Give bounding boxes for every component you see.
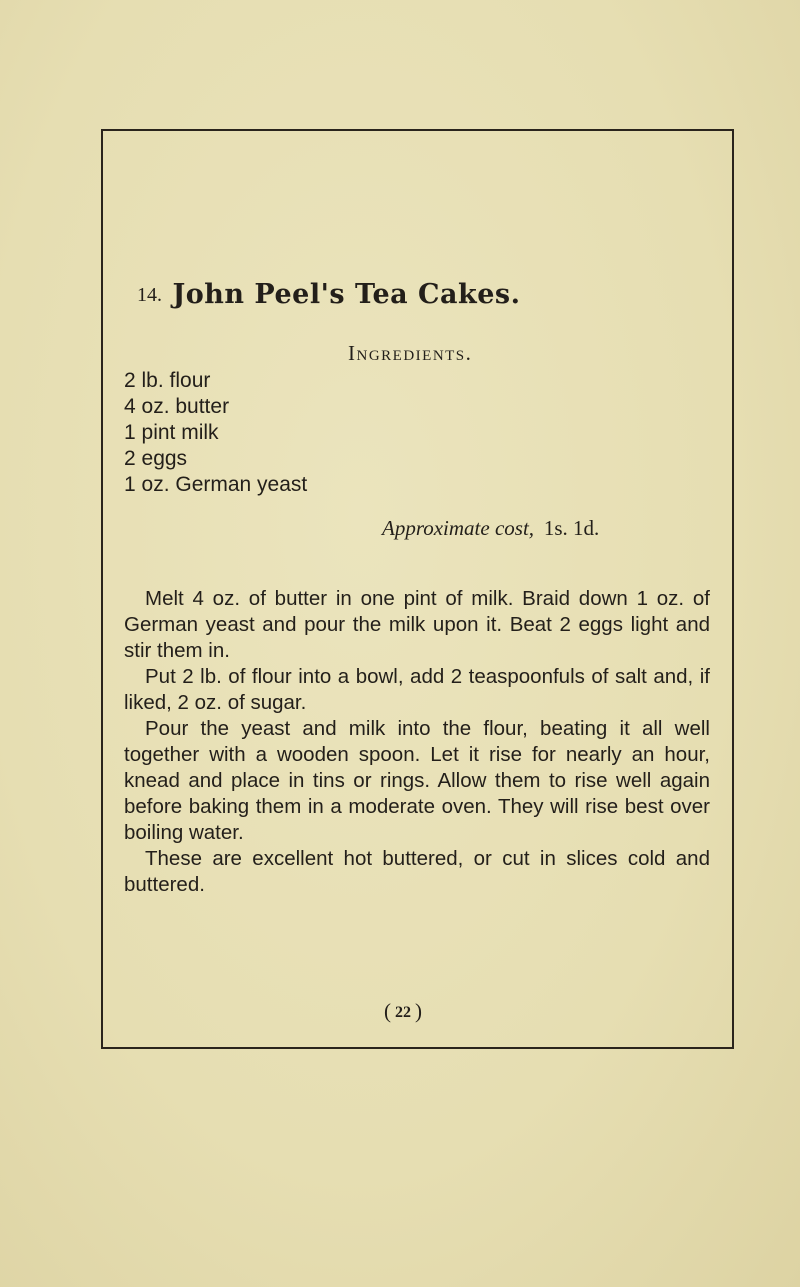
recipe-name: John Peel's Tea Cakes. [172,279,521,310]
ingredients-list [124,368,307,498]
page-number-digits: 22 [395,1004,411,1021]
ingredient-item: 2 lb. flour [124,369,211,392]
method-paragraph: Put 2 lb. of flour into a bowl, add 2 teaspoonfuls of salt and, if liked, 2 oz. of sugar. [124,665,710,714]
recipe-method [124,586,710,898]
ingredient-item: 4 oz. butter [124,395,230,418]
ingredient-item: 2 eggs [124,447,188,470]
recipe-number: 14. [137,284,162,306]
ingredient-item: 1 oz. German yeast [124,473,308,496]
method-paragraph: Pour the yeast and milk into the flour, beating it all well together with a wooden spoon. Let it rise for nearly an hour, knead and place in tins or rings. Allow them to rise well again before baking them in a moderate oven. They will rise best over boiling water. [124,717,710,844]
recipe-title [137,279,697,310]
ingredients-heading: Ingredients. [348,341,473,365]
page-number [384,999,422,1024]
ingredient-item: 1 pint milk [124,421,219,444]
page-number-close-paren: ) [415,999,422,1023]
cost-value: 1s. 1d. [543,516,600,540]
method-paragraph: These are excellent hot buttered, or cut in slices cold and buttered. [124,847,710,896]
approximate-cost [382,516,599,541]
method-paragraph: Melt 4 oz. of butter in one pint of milk. Braid down 1 oz. of German yeast and pour the milk upon it. Beat 2 eggs light and stir them in. [124,587,710,662]
page-number-open-paren: ( [384,999,391,1023]
cost-label: Approximate cost, [382,516,535,540]
